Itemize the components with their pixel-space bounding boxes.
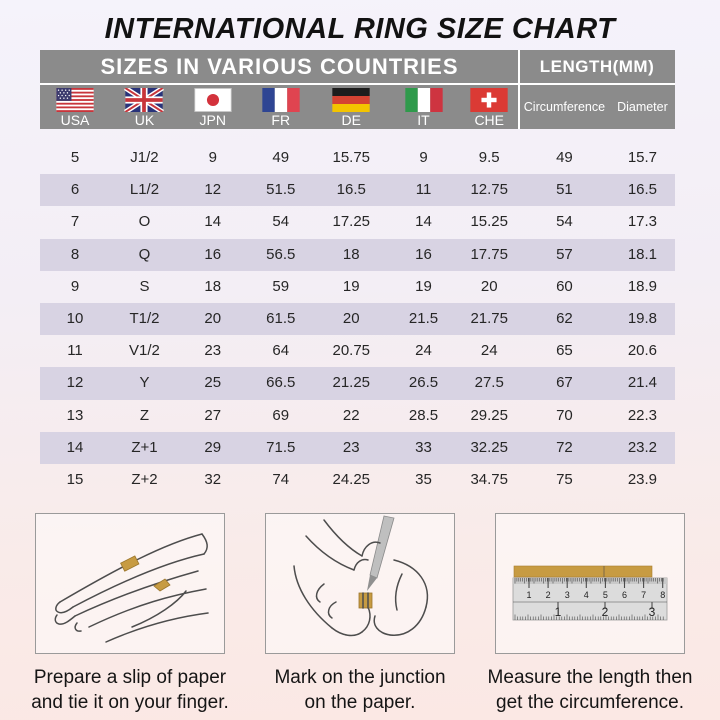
- table-cell: J1/2: [130, 149, 159, 166]
- table-cell: 17.25: [332, 213, 371, 231]
- ruler-measure-illustration: [496, 514, 684, 653]
- table-cell: 20: [480, 277, 498, 295]
- table-cell: 16: [204, 245, 222, 263]
- table-row: [40, 303, 675, 335]
- table-cell: 60: [556, 277, 573, 295]
- usa-flag-icon: [55, 88, 95, 112]
- table-cell: 17.3: [627, 213, 658, 231]
- table-cell: Z: [139, 406, 150, 424]
- table-cell: 26.5: [408, 374, 439, 392]
- table-cell: 10: [66, 309, 84, 327]
- table-cell: 16.5: [627, 181, 658, 199]
- table-cell: 16.5: [336, 181, 366, 199]
- column-label-de: DE: [341, 112, 361, 128]
- instruction-panel: [265, 513, 455, 654]
- svg-text:7: 7: [641, 590, 647, 600]
- column-label-it: IT: [417, 112, 430, 128]
- instruction-figures: [30, 513, 693, 715]
- table-cell: 25: [204, 374, 222, 392]
- table-row: [40, 464, 675, 496]
- table-cell: 24: [480, 342, 498, 360]
- table-cell: 23.2: [627, 438, 658, 456]
- table-cell: 32: [204, 470, 222, 488]
- table-cell: 8: [70, 245, 80, 263]
- table-cell: 64: [272, 342, 290, 360]
- table-cell: 18.9: [627, 277, 658, 295]
- caption-line: Measure the length then: [487, 667, 693, 688]
- instruction-step-1: [30, 513, 230, 715]
- table-cell: 7: [70, 213, 80, 231]
- table-cell: 18.1: [627, 245, 658, 263]
- hand-with-paper-strip-illustration: [36, 514, 224, 653]
- column-header-de: [315, 85, 388, 129]
- table-cell: 65: [556, 342, 573, 360]
- table-row: [40, 174, 675, 206]
- caption-line: and tie it on your finger.: [31, 692, 229, 713]
- countries-group-header: SIZES IN VARIOUS COUNTRIES: [100, 53, 459, 79]
- table-cell: 21.25: [332, 374, 371, 392]
- table-cell: 61.5: [266, 309, 296, 327]
- column-header-usa: [40, 85, 110, 129]
- length-group-header: LENGTH(MM): [539, 56, 655, 76]
- column-header-circumference: Circumference: [523, 100, 606, 114]
- france-flag-icon: [261, 88, 301, 112]
- column-header-jpn: [179, 85, 247, 129]
- italy-flag-icon: [404, 88, 444, 112]
- table-cell: Y: [139, 374, 150, 392]
- table-row: [40, 239, 675, 271]
- table-cell: 20.6: [627, 342, 658, 360]
- size-table-body: [40, 142, 675, 496]
- table-cell: O: [138, 213, 151, 231]
- column-header-che: [460, 85, 519, 129]
- table-cell: 19.8: [627, 309, 658, 327]
- mark-junction-pen-illustration: [266, 514, 454, 653]
- table-row: [40, 400, 675, 432]
- svg-text:1: 1: [554, 605, 562, 619]
- table-cell: 9.5: [478, 149, 500, 166]
- table-cell: 21.75: [470, 309, 508, 327]
- table-cell: 29: [204, 438, 222, 456]
- table-cell: 23.9: [627, 470, 658, 488]
- table-cell: V1/2: [129, 342, 160, 360]
- column-header-fr: [246, 85, 315, 129]
- svg-text:3: 3: [564, 590, 570, 600]
- table-cell: 24: [415, 342, 432, 360]
- table-header: [40, 50, 675, 129]
- instruction-caption: [31, 665, 229, 715]
- column-header-diameter: Diameter: [617, 100, 668, 114]
- svg-text:2: 2: [545, 590, 551, 600]
- table-cell: 12: [66, 374, 84, 392]
- column-header-uk: [110, 85, 179, 129]
- table-cell: 20: [204, 309, 222, 327]
- table-cell: 14: [415, 213, 432, 231]
- svg-text:6: 6: [621, 590, 628, 600]
- svg-text:3: 3: [648, 605, 656, 619]
- svg-text:1: 1: [526, 590, 532, 600]
- table-cell: 18: [342, 245, 360, 263]
- table-cell: 19: [415, 277, 432, 295]
- table-cell: 5: [70, 149, 80, 166]
- column-label-uk: UK: [134, 112, 155, 128]
- table-cell: 51: [556, 181, 573, 199]
- table-cell: 23: [342, 438, 360, 456]
- column-label-jpn: JPN: [199, 112, 226, 128]
- table-cell: 71.5: [266, 438, 296, 456]
- caption-line: on the paper.: [304, 692, 416, 713]
- column-label-usa: USA: [60, 112, 90, 128]
- column-header-it: [388, 85, 460, 129]
- table-cell: 14: [66, 438, 84, 456]
- table-row: [40, 335, 675, 367]
- table-cell: 18: [204, 277, 222, 295]
- table-cell: 54: [556, 213, 573, 231]
- header-divider: [518, 50, 520, 129]
- table-row: [40, 271, 675, 303]
- table-cell: 21.4: [627, 374, 658, 392]
- table-cell: 69: [272, 406, 290, 424]
- instruction-step-3: [487, 513, 693, 715]
- table-cell: T1/2: [129, 309, 160, 327]
- table-cell: 9: [70, 277, 80, 295]
- svg-text:4: 4: [583, 590, 589, 600]
- table-cell: Z+1: [131, 438, 158, 456]
- instruction-caption: [488, 665, 693, 715]
- table-cell: 13: [66, 406, 84, 424]
- table-cell: 35: [415, 470, 432, 488]
- paper-strip: [514, 566, 652, 577]
- svg-text:5: 5: [602, 590, 608, 600]
- table-cell: 57: [556, 245, 573, 263]
- table-cell: 11: [415, 181, 432, 199]
- flag-header-row: [40, 85, 675, 129]
- instruction-step-2: [260, 513, 460, 715]
- table-cell: 62: [556, 309, 573, 327]
- table-cell: 12.75: [470, 181, 508, 199]
- table-cell: 21.5: [408, 309, 439, 327]
- column-label-che: CHE: [474, 112, 504, 128]
- instruction-panel: [35, 513, 225, 654]
- table-cell: 32.25: [470, 438, 508, 456]
- instruction-caption: [274, 665, 445, 715]
- table-cell: 19: [342, 277, 360, 295]
- table-cell: 49: [556, 149, 573, 166]
- svg-text:8: 8: [660, 590, 666, 600]
- table-cell: 54: [272, 213, 290, 231]
- table-row: [40, 432, 675, 464]
- table-cell: 49: [272, 149, 290, 166]
- table-row: [40, 142, 675, 174]
- table-cell: 15.25: [470, 213, 508, 231]
- page-title: INTERNATIONAL RING SIZE CHART: [104, 13, 616, 45]
- caption-line: Prepare a slip of paper: [33, 667, 227, 688]
- uk-flag-icon: [124, 88, 164, 112]
- table-cell: 14: [204, 213, 222, 231]
- table-cell: 74: [272, 470, 290, 488]
- table-cell: S: [139, 277, 150, 295]
- table-cell: 70: [556, 406, 573, 424]
- table-cell: 15.75: [332, 149, 371, 166]
- svg-text:2: 2: [601, 605, 609, 619]
- table-cell: 11: [67, 342, 83, 360]
- table-cell: 20: [342, 309, 360, 327]
- column-label-fr: FR: [271, 112, 291, 128]
- table-cell: 20.75: [332, 342, 371, 360]
- switzerland-flag-icon: [469, 88, 509, 112]
- table-cell: 23: [204, 342, 222, 360]
- table-cell: 27.5: [474, 374, 504, 392]
- caption-line: Mark on the junction: [274, 667, 446, 688]
- table-cell: 17.75: [470, 245, 508, 263]
- table-cell: 12: [204, 181, 222, 199]
- table-cell: 24.25: [332, 470, 371, 488]
- table-cell: 9: [208, 149, 217, 166]
- japan-flag-icon: [193, 88, 233, 112]
- table-cell: 66.5: [266, 374, 296, 392]
- size-table: [40, 50, 675, 496]
- table-cell: 27: [204, 406, 222, 424]
- table-row: [40, 367, 675, 399]
- instruction-panel: [495, 513, 685, 654]
- table-cell: 22: [342, 406, 360, 424]
- table-cell: 51.5: [266, 181, 296, 199]
- table-cell: 75: [556, 470, 573, 488]
- table-cell: 22.3: [627, 406, 658, 424]
- table-cell: 34.75: [470, 470, 508, 488]
- table-row: [40, 206, 675, 238]
- table-cell: 15: [66, 470, 84, 488]
- table-cell: Z+2: [131, 470, 158, 488]
- table-cell: 67: [556, 374, 573, 392]
- table-cell: 72: [556, 438, 573, 456]
- table-cell: 33: [415, 438, 432, 456]
- table-cell: 28.5: [408, 406, 439, 424]
- germany-flag-icon: [331, 88, 371, 112]
- table-cell: 16: [415, 245, 432, 263]
- table-cell: 59: [272, 277, 290, 295]
- table-cell: 56.5: [266, 245, 296, 263]
- table-cell: L1/2: [129, 181, 160, 199]
- table-cell: 15.7: [627, 149, 658, 166]
- table-cell: Q: [138, 245, 151, 263]
- group-header-row: [40, 50, 675, 85]
- table-cell: 29.25: [470, 406, 508, 424]
- caption-line: get the circumference.: [496, 692, 684, 713]
- table-cell: 6: [70, 181, 80, 199]
- table-cell: 9: [419, 149, 428, 166]
